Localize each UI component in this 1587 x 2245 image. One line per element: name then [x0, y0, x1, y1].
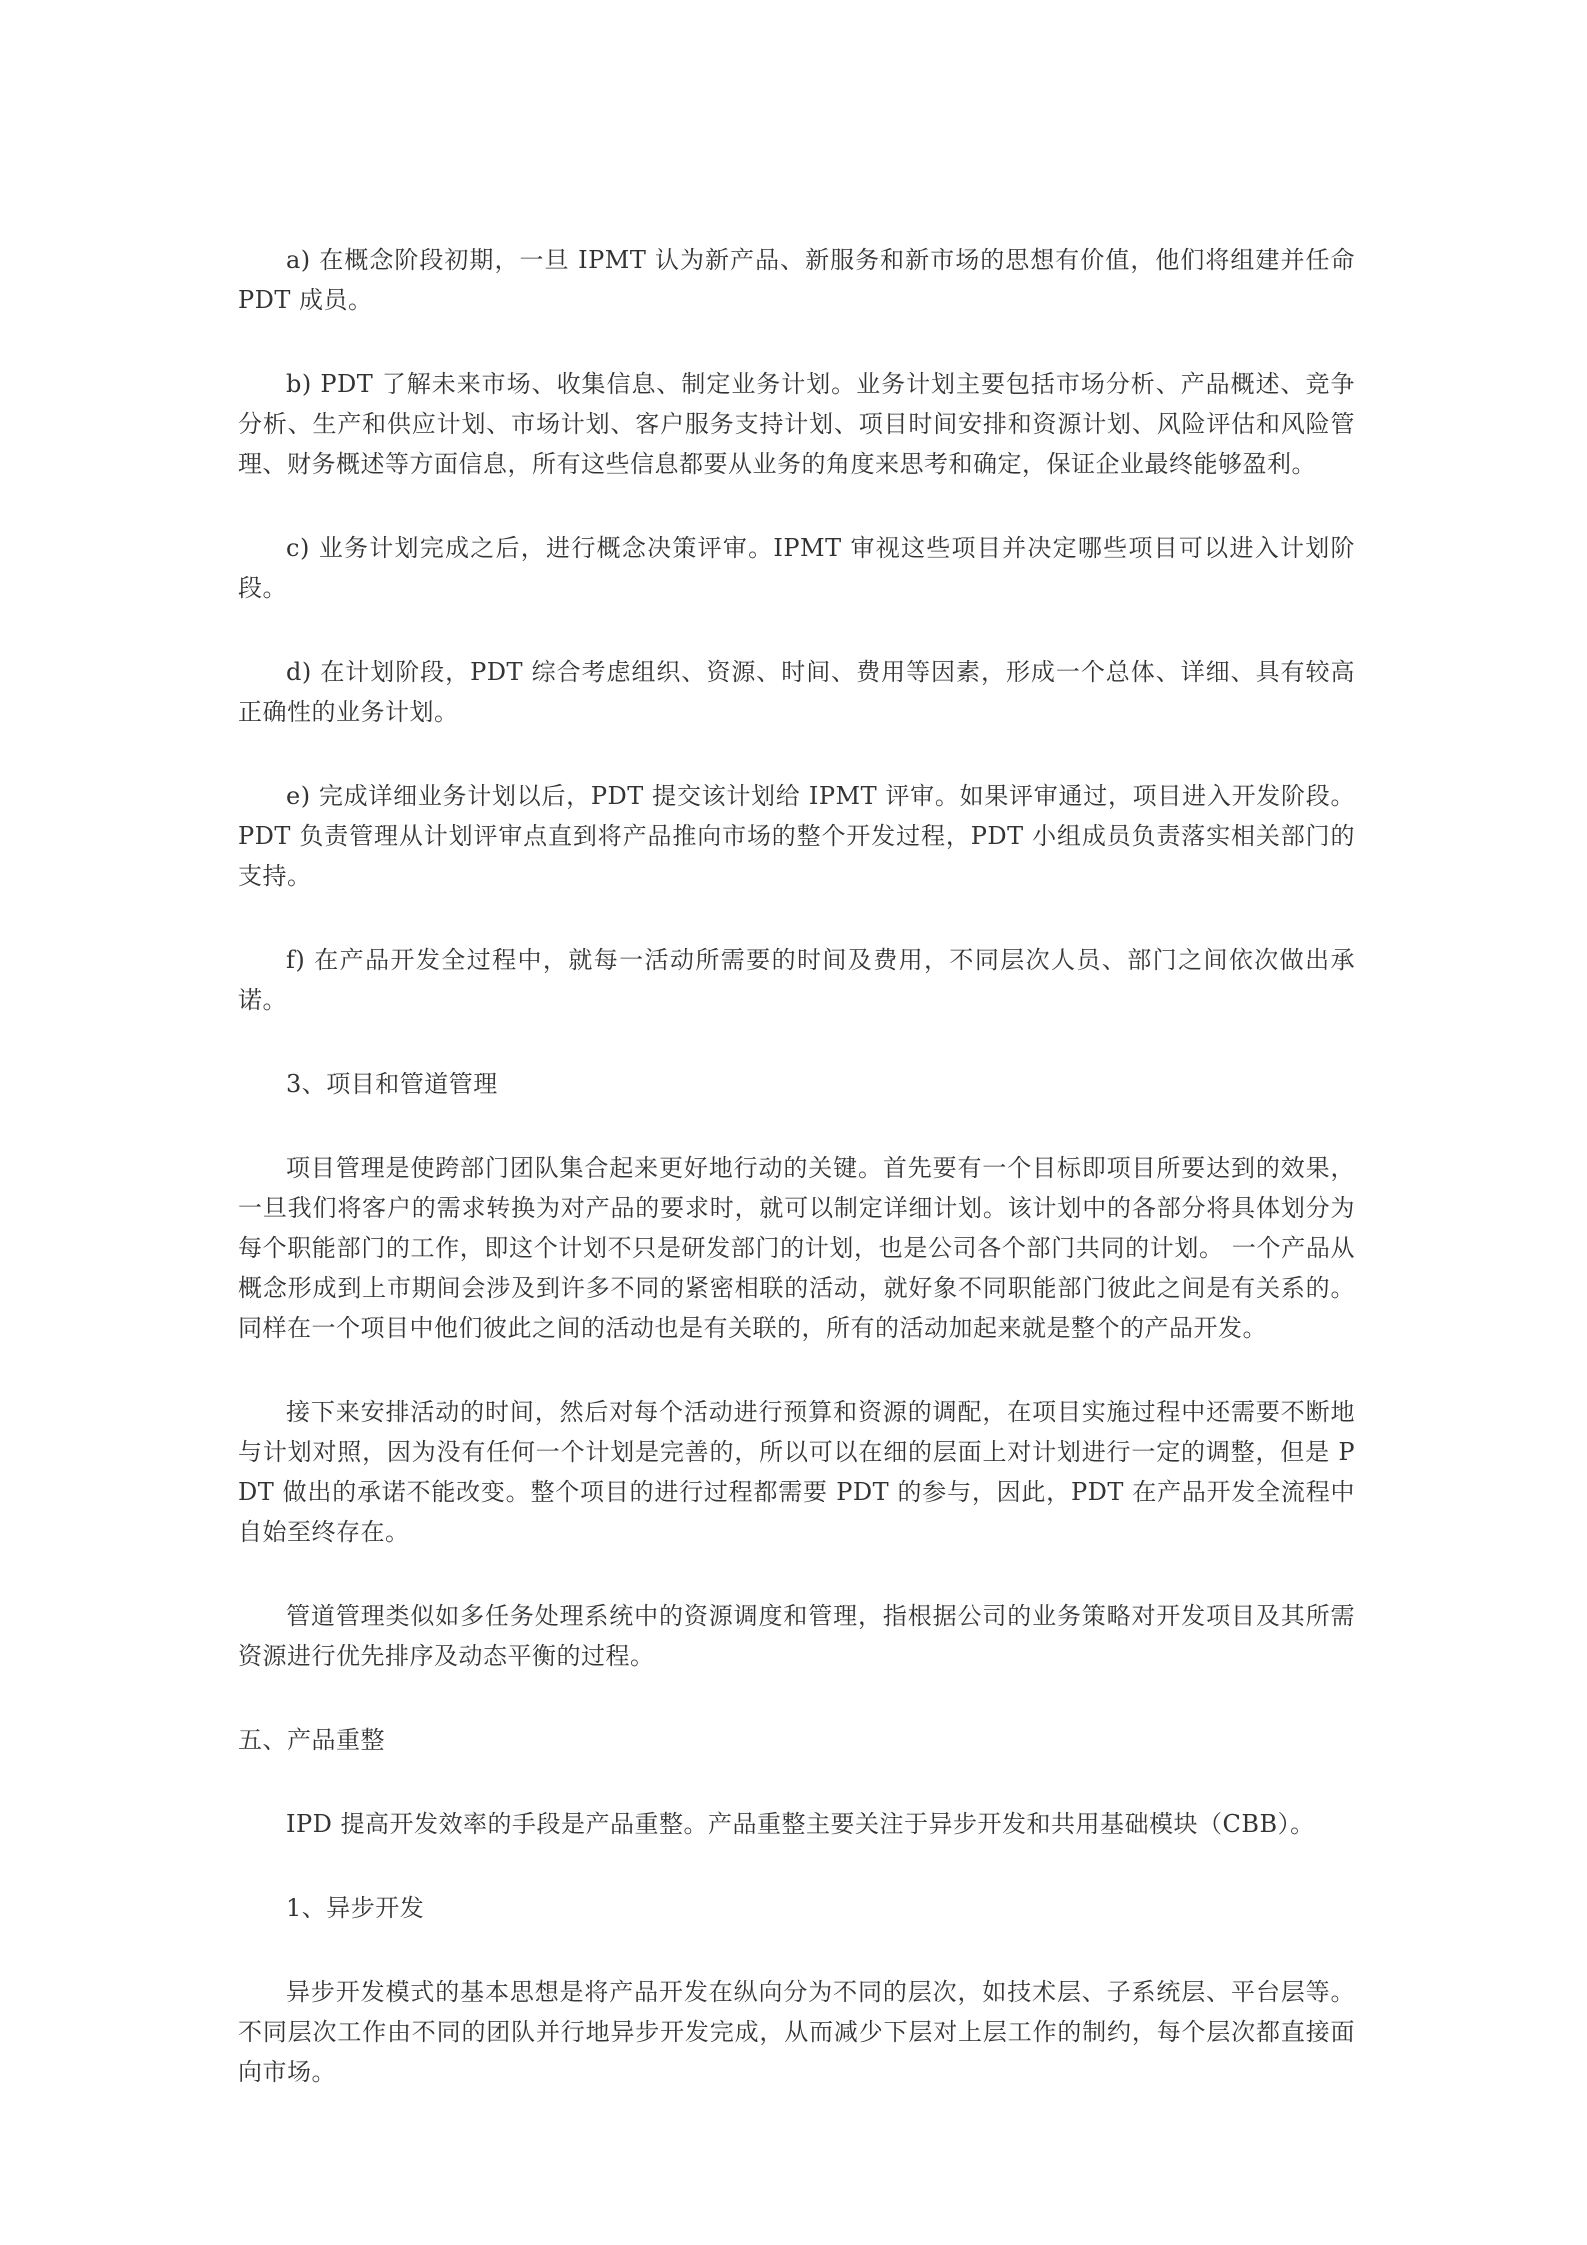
- paragraph-project-management: 项目管理是使跨部门团队集合起来更好地行动的关键。首先要有一个目标即项目所要达到的效果，一旦我们将客户的需求转换为对产品的要求时，就可以制定详细计划。该计划中的各部分将具体划分为每个职能部门的工作，即这个计划不只是研发部门的计划，也是公司各个部门共同的计划。 一个产品从概念形成到上市期间会涉及到许多不同的紧密相联的活动，就好象不同职能部门彼此之间是有关系的。同样在一个项目中他们彼此之间的活动也是有关联的，所有的活动加起来就是整个的产品开发。: [238, 1154, 1355, 1342]
- paragraph-item-d: d) 在计划阶段，PDT 综合考虑组织、资源、时间、费用等因素，形成一个总体、详细、具有较高正确性的业务计划。: [238, 658, 1355, 726]
- paragraph-ipd-restructure: IPD 提高开发效率的手段是产品重整。产品重整主要关注于异步开发和共用基础模块（CBB）。: [286, 1810, 1315, 1838]
- paragraph-activity-planning: 接下来安排活动的时间，然后对每个活动进行预算和资源的调配，在项目实施过程中还需要不断地与计划对照，因为没有任何一个计划是完善的，所以可以在细的层面上对计划进行一定的调整，但是 PDT 做出的承诺不能改变。整个项目的进行过程都需要 PDT 的参与，因此，PDT 在产品开发全流程中自始至终存在。: [238, 1398, 1355, 1546]
- paragraph-item-f: f) 在产品开发全过程中，就每一活动所需要的时间及费用，不同层次人员、部门之间依次做出承诺。: [238, 946, 1355, 1014]
- paragraph-item-b: b) PDT 了解未来市场、收集信息、制定业务计划。业务计划主要包括市场分析、产品概述、竞争分析、生产和供应计划、市场计划、客户服务支持计划、项目时间安排和资源计划、风险评估和风险管理、财务概述等方面信息，所有这些信息都要从业务的角度来思考和确定，保证企业最终能够盈利。: [238, 370, 1355, 478]
- paragraph-item-e: e) 完成详细业务计划以后，PDT 提交该计划给 IPMT 评审。如果评审通过，项目进入开发阶段。PDT 负责管理从计划评审点直到将产品推向市场的整个开发过程，PDT 小组成员负责落实相关部门的支持。: [238, 782, 1355, 890]
- paragraph-async-development: 异步开发模式的基本思想是将产品开发在纵向分为不同的层次，如技术层、子系统层、平台层等。不同层次工作由不同的团队并行地异步开发完成，从而减少下层对上层工作的制约，每个层次都直接面向市场。: [238, 1978, 1355, 2086]
- paragraph-item-a: a) 在概念阶段初期，一旦 IPMT 认为新产品、新服务和新市场的思想有价值，他们将组建并任命 PDT 成员。: [238, 246, 1355, 314]
- heading-project-pipeline-management: 3、项目和管道管理: [286, 1070, 498, 1098]
- heading-product-restructure: 五、产品重整: [238, 1726, 385, 1754]
- paragraph-item-c: c) 业务计划完成之后，进行概念决策评审。IPMT 审视这些项目并决定哪些项目可以进入计划阶段。: [238, 534, 1355, 602]
- paragraph-pipeline-management: 管道管理类似如多任务处理系统中的资源调度和管理，指根据公司的业务策略对开发项目及其所需资源进行优先排序及动态平衡的过程。: [238, 1602, 1355, 1670]
- document-body: [238, 240, 1355, 2136]
- heading-async-development: 1、异步开发: [286, 1894, 425, 1922]
